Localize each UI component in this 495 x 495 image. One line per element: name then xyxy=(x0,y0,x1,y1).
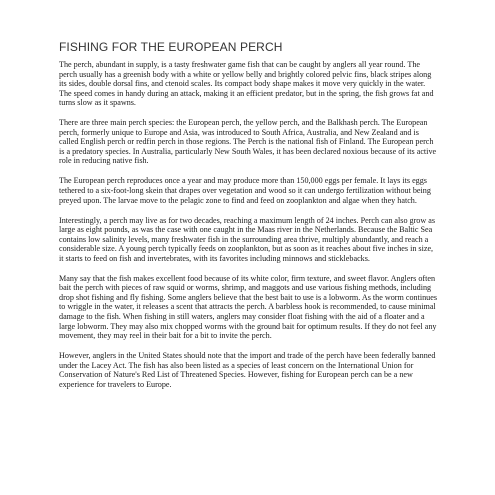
paragraph-1: The perch, abundant in supply, is a tasty freshwater game fish that can be caught by anglers all year round. The perch usually has a greenish body with a white or yellow belly and brightly colored pelvic fins, black stripes along its sides, double dorsal fins, and ctenoid scales. Its compact body shape makes it move very quickly in the water. The speed comes in handy during an attack, making it an efficient predator, but in the spring, the fish grows fat and turns slow as it spawns. xyxy=(59,60,434,108)
paragraph-4: Interestingly, a perch may live as for two decades, reaching a maximum length of 24 inches. Perch can also grow as large as eight pounds, as was the case with one caught in the Maas river in the Netherlands. Because the Baltic Sea contains low salinity levels, many freshwater fish in the surrounding area thrive, multiply abundantly, and reach a considerable size. A young perch typically feeds on zooplankton, but as soon as it reaches about five inches in size, it starts to feed on fish and invertebrates, with its favorites including minnows and sticklebacks. xyxy=(59,215,436,263)
document-page xyxy=(59,40,437,400)
document-title: FISHING FOR THE EUROPEAN PERCH xyxy=(59,40,283,54)
paragraph-2: There are three main perch species: the European perch, the yellow perch, and the Balkhash perch. The European perch, formerly unique to Europe and Asia, was introduced to South Africa, Australia, and New Zealand and is called English perch or redfin perch in those regions. The Perch is the national fish of Finland. The European perch is a predatory species. In Australia, particularly New South Wales, it has been declared noxious because of its active role in reducing native fish. xyxy=(59,118,437,166)
paragraph-3: The European perch reproduces once a year and may produce more than 150,000 eggs per female. It lays its eggs tethered to a six-foot-long skein that drapes over vegetation and wood so it can undergo fertilization without being preyed upon. The larvae move to the pelagic zone to find and feed on zooplankton and algae when they hatch. xyxy=(59,176,431,205)
paragraph-5: Many say that the fish makes excellent food because of its white color, firm texture, and sweet flavor. Anglers often bait the perch with pieces of raw squid or worms, shrimp, and maggots and use various fishing methods, including drop shot fishing and fly fishing. Some anglers believe that the best bait to use is a lobworm. As the worm continues to wriggle in the water, it releases a scent that attracts the perch. A barbless hook is recommended, to cause minimal damage to the fish. When fishing in still waters, anglers may consider float fishing with the aid of a floater and a large lobworm. They may also mix chopped worms with the ground bait for optimum results. If they do not feel any movement, they may reel in their bait for a bit to invite the perch. xyxy=(59,273,437,341)
paragraph-6: However, anglers in the United States should note that the import and trade of the perch have been federally banned under the Lacey Act. The fish has also been listed as a species of least concern on the International Union for Conservation of Nature's Red List of Threatened Species. However, fishing for European perch can be a new experience for travelers to Europe. xyxy=(59,351,436,389)
